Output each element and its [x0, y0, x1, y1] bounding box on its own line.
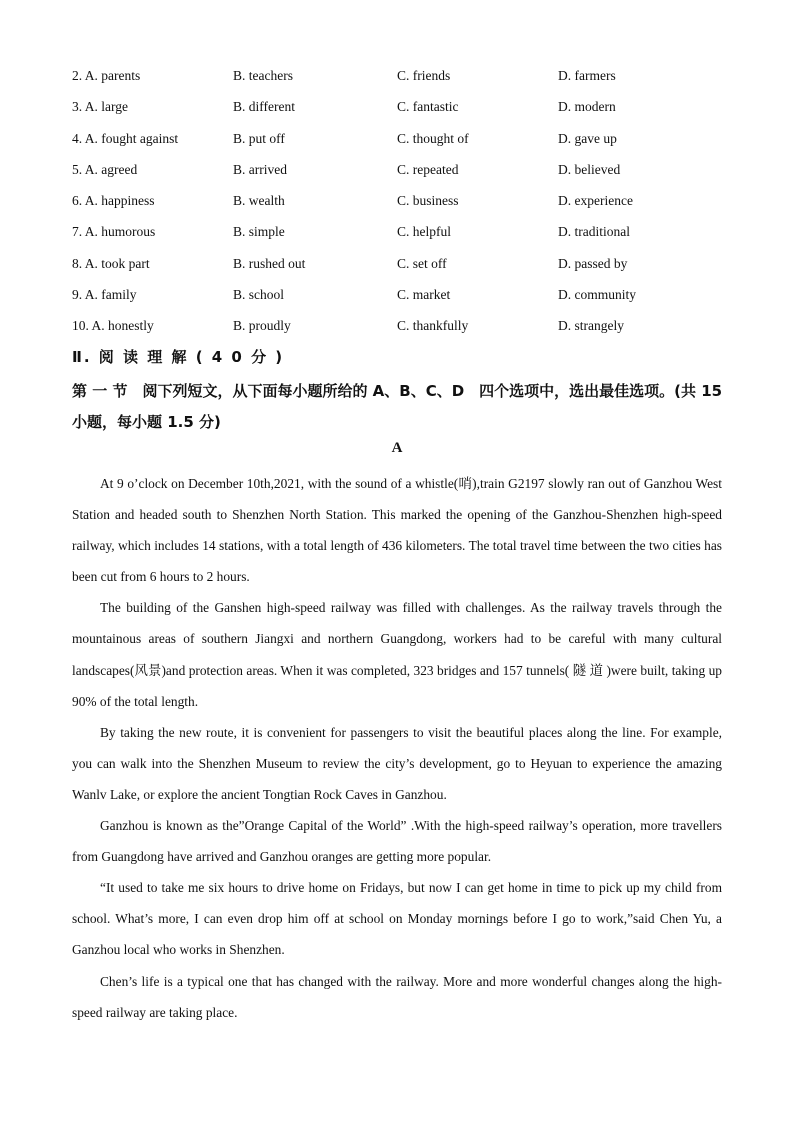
option-d: D. gave up	[558, 130, 617, 146]
option-row-8	[72, 252, 732, 283]
option-row-5	[72, 158, 732, 189]
section-title: Ⅱ. 阅 读 理 解 ( 4 0 分 )	[72, 348, 285, 366]
paragraph: Chen’s life is a typical one that has changed with the railway. More and more wonderful changes along the high-speed railway are taking place.	[72, 973, 722, 1020]
paragraph: Ganzhou is known as the”Orange Capital of the World” .With the high-speed railway’s operation, more travellers from Guangdong have arrived and Ganzhou oranges are getting more popular.	[72, 818, 722, 865]
passage-body	[72, 468, 722, 1028]
option-c: C. friends	[397, 68, 451, 83]
paragraph: The building of the Ganshen high-speed railway was filled with challenges. As the railway travels through the mountainous areas of southern Jiangxi and northern Guangdong, workers had to be careful with many cultural landscapes(风景)and protection areas. When it was completed, 323 bridges and 157 tunnels( 隧 道 )were built, taking up 90% of the total length.	[72, 600, 722, 709]
option-c: C. helpful	[397, 224, 451, 240]
option-b: B. wealth	[233, 193, 285, 209]
option-d: D. traditional	[558, 224, 630, 240]
option-row-4	[72, 127, 732, 158]
option-b: B. proudly	[233, 318, 291, 334]
option-c: C. market	[397, 287, 451, 303]
paragraph: By taking the new route, it is convenient for passengers to visit the beautiful places along the line. For example, you can walk into the Shenzhen Museum to review the city’s development, go to Heyuan to experience the amazing Wanlv Lake, or explore the ancient Tongtian Rock Caves in Ganzhou.	[72, 724, 722, 802]
option-d: D. strangely	[558, 318, 624, 334]
option-b: B. put off	[233, 130, 285, 146]
option-d: D. passed by	[558, 255, 628, 271]
option-a: 3. A. large	[72, 99, 128, 115]
option-row-9	[72, 283, 732, 314]
option-a: 4. A. fought against	[72, 130, 179, 146]
option-row-2	[72, 64, 732, 95]
option-a: 6. A. happiness	[72, 193, 155, 209]
option-row-10	[72, 314, 732, 345]
option-a: 8. A. took part	[72, 255, 150, 271]
passage-heading: A	[391, 440, 403, 456]
option-b: B. teachers	[233, 68, 293, 83]
option-c: C. repeated	[397, 161, 459, 177]
option-b: B. rushed out	[233, 255, 306, 271]
option-c: C. fantastic	[397, 99, 459, 115]
option-b: B. arrived	[233, 161, 287, 177]
option-a: 2. A. parents	[72, 68, 141, 83]
option-a: 7. A. humorous	[72, 224, 156, 240]
cloze-options-table	[72, 64, 732, 346]
option-c: C. business	[397, 193, 459, 209]
option-b: B. school	[233, 287, 285, 303]
option-b: B. different	[233, 99, 295, 115]
option-d: D. believed	[558, 161, 621, 177]
option-row-7	[72, 220, 732, 251]
option-a: 5. A. agreed	[72, 161, 138, 177]
paragraph: At 9 o’clock on December 10th,2021, with the sound of a whistle(哨),train G2197 slowly ran out of Ganzhou West Station and headed south to Shenzhen North Station. This marked the opening of the Ganzhou-Shenzhen high-speed railway, which includes 14 stations, with a total length of 436 kilometers. The total travel time between the two cities has been cut from 6 hours to 2 hours.	[72, 476, 722, 585]
option-d: D. farmers	[558, 68, 616, 83]
option-d: D. community	[558, 287, 636, 303]
section-instruction: 第 一 节 阅下列短文，从下面每小题所给的 A、B、C、D 四个选项中，选出最佳选项。(共 15 小题，每小题 1.5 分)	[72, 382, 723, 431]
option-d: D. experience	[558, 193, 633, 209]
option-a: 10. A. honestly	[72, 318, 154, 334]
option-row-3	[72, 95, 732, 126]
option-row-6	[72, 189, 732, 220]
option-c: C. thought of	[397, 130, 469, 146]
option-d: D. modern	[558, 99, 616, 115]
option-c: C. thankfully	[397, 318, 469, 334]
option-c: C. set off	[397, 255, 447, 271]
option-b: B. simple	[233, 224, 285, 240]
paragraph: “It used to take me six hours to drive home on Fridays, but now I can get home in time to pick up my child from school. What’s more, I can even drop him off at school on Monday mornings before I go to work,”said Chen Yu, a Ganzhou local who works in Shenzhen.	[72, 880, 722, 958]
option-a: 9. A. family	[72, 287, 137, 303]
